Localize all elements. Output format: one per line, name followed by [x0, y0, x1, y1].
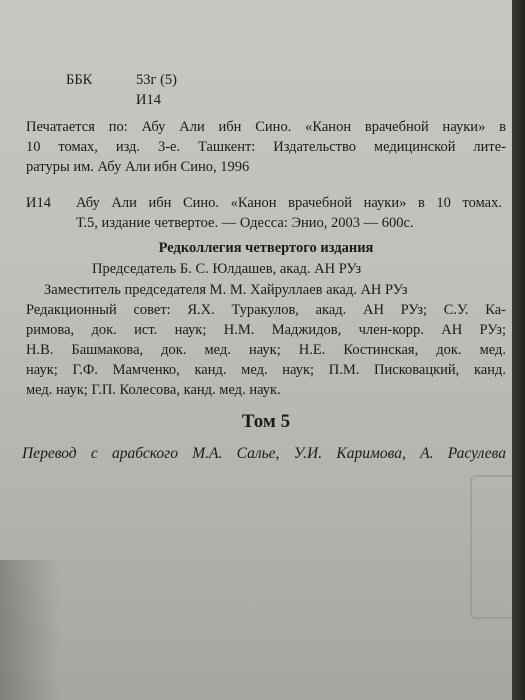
editorial-chairman: Председатель Б. С. Юлдашев, акад. АН РУз [92, 261, 362, 277]
catalog-line-1: Абу Али ибн Сино. «Канон врачебной науки» в 10 томах. [76, 195, 502, 211]
editorial-deputy: Заместитель председателя М. М. Хайруллаев акад. АН РУз [44, 282, 408, 298]
author-mark: И14 [136, 92, 161, 108]
editorial-council-line-5: мед. наук; Г.П. Колесова, канд. мед. наук. [26, 382, 281, 398]
editorial-council-line-1: Редакционный совет: Я.Х. Туракулов, акад. АН РУз; С.У. Ка- [26, 302, 506, 318]
editorial-council-line-3: Н.В. Башмакова, док. мед. наук; Н.Е. Костинская, док. мед. [26, 342, 506, 358]
source-note-line-1: Печатается по: Абу Али ибн Сино. «Канон врачебной науки» в [26, 119, 506, 135]
bbk-code: 53г (5) [136, 72, 177, 88]
bbk-label: ББК [66, 72, 93, 88]
editorial-council-line-2: римова, док. ист. наук; Н.М. Маджидов, член-корр. АН РУз; [26, 322, 506, 338]
catalog-line-2: Т.5, издание четвертое. — Одесса: Энио, 2003 — 600с. [76, 215, 414, 231]
page-shadow [0, 560, 60, 700]
editorial-council-line-4: наук; Г.Ф. Мамченко, канд. мед. наук; П.М. Писковацкий, канд. [26, 362, 506, 378]
translation-credit: Перевод с арабского М.А. Салье, У.И. Каримова, А. Расулева [22, 445, 506, 462]
editorial-heading: Редколлегия четвертого издания [158, 240, 374, 256]
source-note-line-2: 10 томах, изд. 3-е. Ташкент: Издательство медицинской лите- [26, 139, 506, 155]
book-edge [512, 0, 525, 700]
volume-title: Том 5 [241, 411, 291, 432]
catalog-mark: И14 [26, 195, 51, 211]
source-note-line-3: ратуры им. Абу Али ибн Сино, 1996 [26, 159, 250, 175]
